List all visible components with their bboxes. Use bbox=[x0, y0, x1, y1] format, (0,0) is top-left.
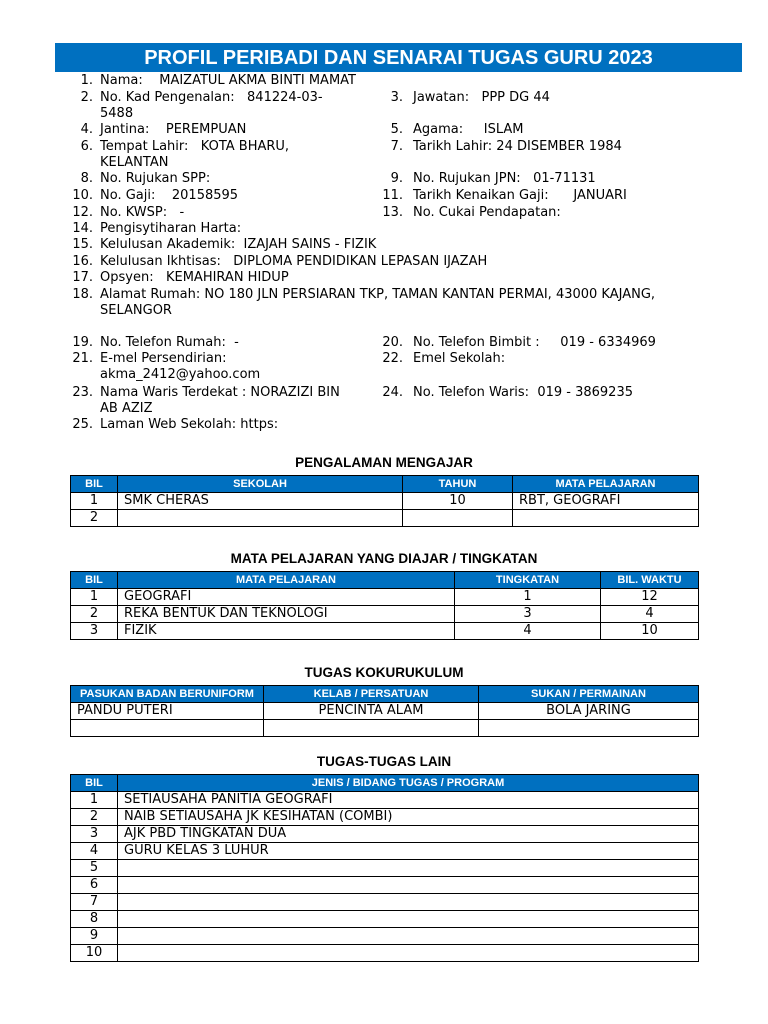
column-header: JENIS / BIDANG TUGAS / PROGRAM bbox=[118, 775, 699, 792]
table-row bbox=[71, 606, 699, 623]
table-cell: 10 bbox=[71, 945, 118, 962]
page-title: PROFIL PERIBADI DAN SENARAI TUGAS GURU 2023 bbox=[55, 43, 742, 72]
table-row bbox=[71, 928, 699, 945]
table-cell: PENCINTA ALAM bbox=[264, 703, 479, 720]
column-header: BIL bbox=[71, 775, 118, 792]
table-cell: GURU KELAS 3 LUHUR bbox=[118, 843, 699, 860]
table-row bbox=[71, 510, 699, 527]
table-cell: NAIB SETIAUSAHA JK KESIHATAN (COMBI) bbox=[118, 809, 699, 826]
table-cell: 3 bbox=[71, 826, 118, 843]
table-cell bbox=[118, 911, 699, 928]
table-row bbox=[71, 826, 699, 843]
table-cell: FIZIK bbox=[118, 623, 455, 640]
table-cell: 4 bbox=[601, 606, 699, 623]
table-row bbox=[71, 911, 699, 928]
table-cell bbox=[118, 928, 699, 945]
table-cell bbox=[71, 720, 264, 737]
table-cell: REKA BENTUK DAN TEKNOLOGI bbox=[118, 606, 455, 623]
section-title-pengalaman: PENGALAMAN MENGAJAR bbox=[295, 455, 473, 470]
table-cell: 2 bbox=[71, 510, 118, 527]
table-row bbox=[71, 720, 699, 737]
table-row bbox=[71, 843, 699, 860]
table-cell bbox=[264, 720, 479, 737]
table-cell: 8 bbox=[71, 911, 118, 928]
column-header: BIL bbox=[71, 572, 118, 589]
table-kokurikulum bbox=[70, 685, 699, 737]
table-row bbox=[71, 809, 699, 826]
table-row bbox=[71, 703, 699, 720]
table-cell: 10 bbox=[403, 493, 513, 510]
table-cell: 4 bbox=[71, 843, 118, 860]
table-cell: 7 bbox=[71, 894, 118, 911]
table-cell: 2 bbox=[71, 809, 118, 826]
table-cell bbox=[118, 945, 699, 962]
column-header: SUKAN / PERMAINAN bbox=[479, 686, 699, 703]
column-header: MATA PELAJARAN bbox=[118, 572, 455, 589]
section-title-tugas-lain: TUGAS-TUGAS LAIN bbox=[316, 754, 452, 769]
column-header: KELAB / PERSATUAN bbox=[264, 686, 479, 703]
table-mata-pelajaran bbox=[70, 571, 699, 640]
table-header-row bbox=[71, 686, 699, 703]
table-row bbox=[71, 894, 699, 911]
table-row bbox=[71, 589, 699, 606]
column-header: SEKOLAH bbox=[118, 476, 403, 493]
table-cell: 4 bbox=[455, 623, 601, 640]
column-header: MATA PELAJARAN bbox=[513, 476, 699, 493]
column-header: TAHUN bbox=[403, 476, 513, 493]
table-cell bbox=[118, 860, 699, 877]
table-cell: PANDU PUTERI bbox=[71, 703, 264, 720]
table-cell: BOLA JARING bbox=[479, 703, 699, 720]
table-cell: GEOGRAFI bbox=[118, 589, 455, 606]
table-cell: 12 bbox=[601, 589, 699, 606]
table-cell: 9 bbox=[71, 928, 118, 945]
column-header: BIL bbox=[71, 476, 118, 493]
table-header-row bbox=[71, 572, 699, 589]
table-tugas-lain bbox=[70, 774, 699, 962]
table-header-row bbox=[71, 775, 699, 792]
table-cell: 1 bbox=[71, 493, 118, 510]
column-header: BIL. WAKTU bbox=[601, 572, 699, 589]
table-cell: 1 bbox=[71, 792, 118, 809]
table-cell: 1 bbox=[455, 589, 601, 606]
table-cell: AJK PBD TINGKATAN DUA bbox=[118, 826, 699, 843]
table-cell: 1 bbox=[71, 589, 118, 606]
table-cell: 3 bbox=[71, 623, 118, 640]
table-row bbox=[71, 860, 699, 877]
table-cell: 3 bbox=[455, 606, 601, 623]
table-row bbox=[71, 792, 699, 809]
table-cell: SETIAUSAHA PANITIA GEOGRAFI bbox=[118, 792, 699, 809]
table-pengalaman bbox=[70, 475, 699, 527]
section-title-kokurikulum: TUGAS KOKURUKULUM bbox=[304, 665, 464, 680]
table-cell: RBT, GEOGRAFI bbox=[513, 493, 699, 510]
table-cell: 6 bbox=[71, 877, 118, 894]
table-cell bbox=[403, 510, 513, 527]
table-cell bbox=[513, 510, 699, 527]
table-cell bbox=[118, 894, 699, 911]
column-header: TINGKATAN bbox=[455, 572, 601, 589]
table-cell bbox=[479, 720, 699, 737]
table-cell bbox=[118, 877, 699, 894]
table-row bbox=[71, 877, 699, 894]
table-cell: SMK CHERAS bbox=[118, 493, 403, 510]
table-cell: 2 bbox=[71, 606, 118, 623]
table-cell: 10 bbox=[601, 623, 699, 640]
section-title-mata-pelajaran: MATA PELAJARAN YANG DIAJAR / TINGKATAN bbox=[230, 551, 538, 566]
table-row bbox=[71, 493, 699, 510]
table-row bbox=[71, 945, 699, 962]
table-cell: 5 bbox=[71, 860, 118, 877]
table-row bbox=[71, 623, 699, 640]
column-header: PASUKAN BADAN BERUNIFORM bbox=[71, 686, 264, 703]
table-cell bbox=[118, 510, 403, 527]
table-header-row bbox=[71, 476, 699, 493]
